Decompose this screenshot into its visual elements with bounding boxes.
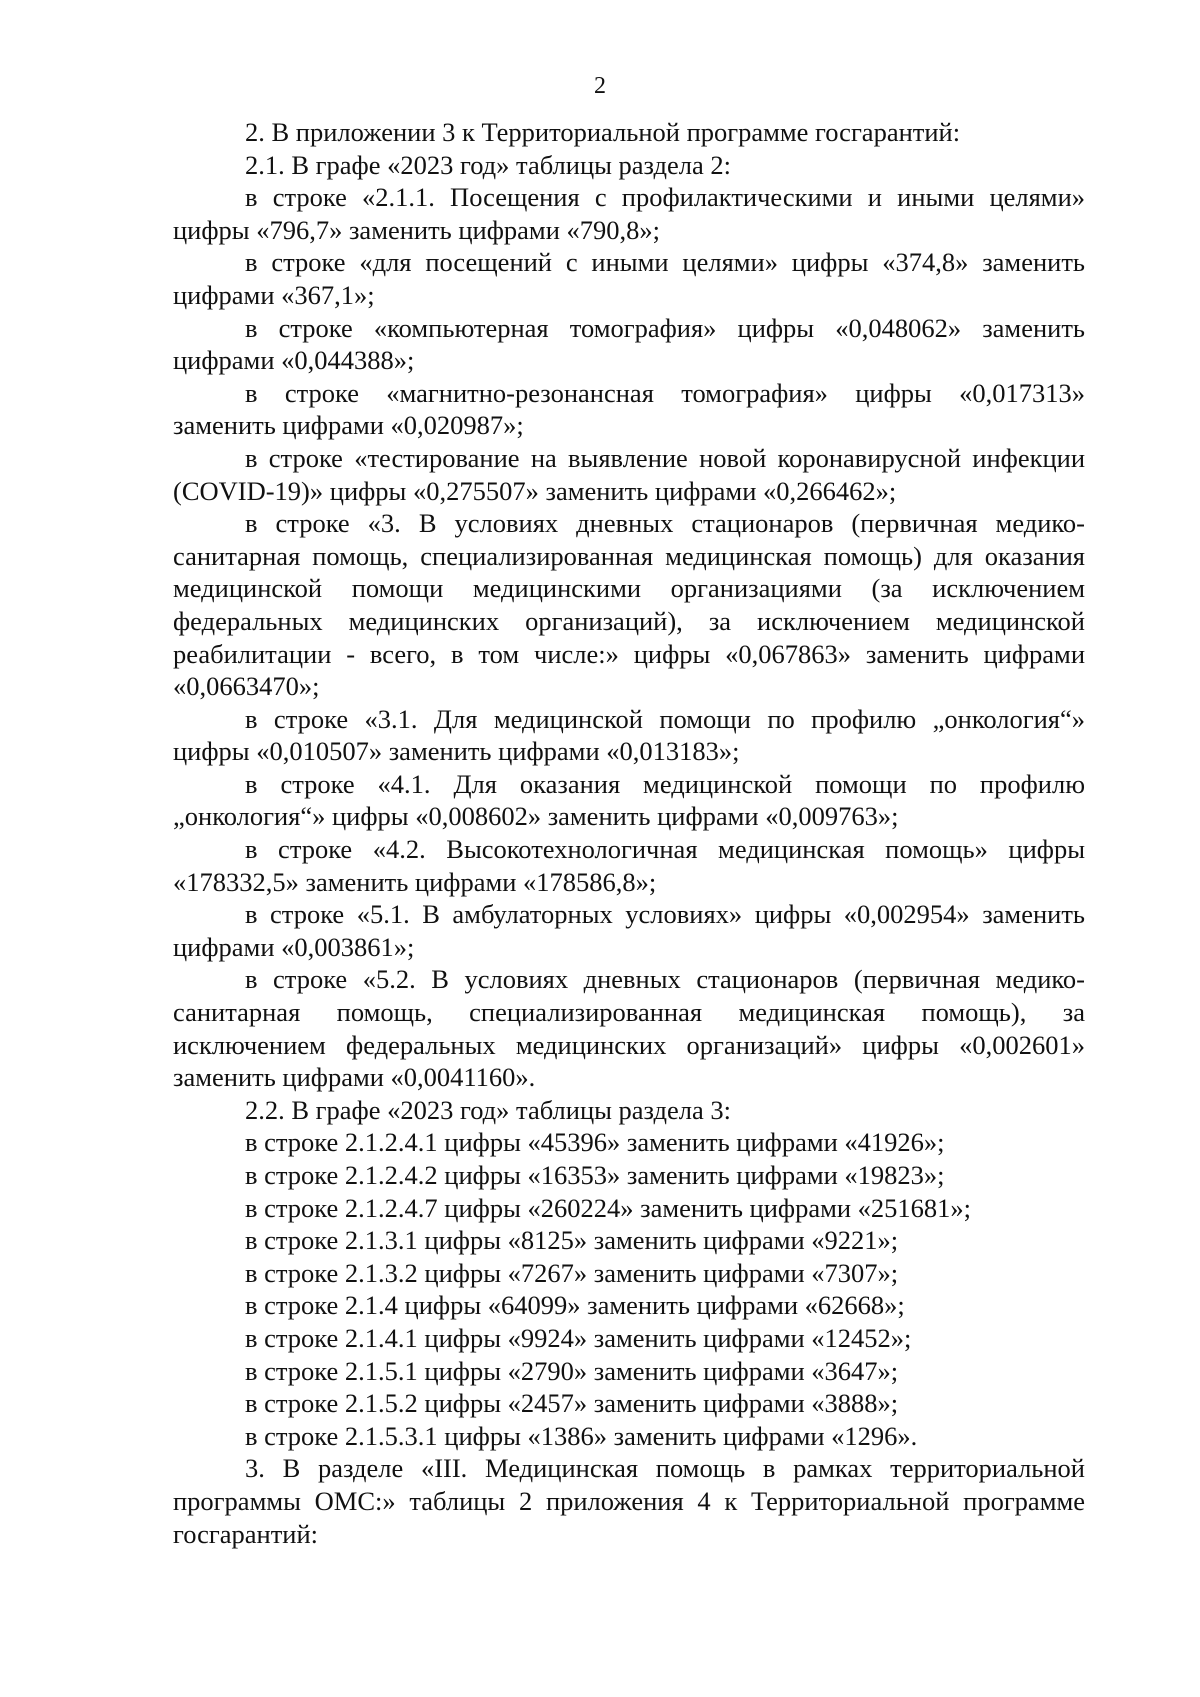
paragraph-6: в строке «магнитно-резонансная томография» цифры «0,017313» заменить цифрами «0,020987»; <box>173 377 1085 441</box>
paragraph-15: в строке 2.1.2.4.1 цифры «45396» заменить цифрами «41926»; <box>245 1127 945 1158</box>
paragraph-7: в строке «тестирование на выявление новой коронавирусной инфекции (COVID-19)» цифры «0,275507» заменить цифрами «0,266462»; <box>173 442 1085 506</box>
paragraph-11: в строке «4.2. Высокотехнологичная медицинская помощь» цифры «178332,5» заменить цифрами «178586,8»; <box>173 834 1085 897</box>
paragraph-5: в строке «компьютерная томография» цифры «0,048062» заменить цифрами «0,044388»; <box>173 312 1085 376</box>
paragraph-19: в строке 2.1.3.2 цифры «7267» заменить цифрами «7307»; <box>245 1257 899 1288</box>
page-number: 2 <box>594 73 606 99</box>
paragraph-24: в строке 2.1.5.3.1 цифры «1386» заменить цифрами «1296». <box>245 1420 918 1451</box>
paragraph-8: в строке «3. В условиях дневных стационаров (первичная медико-санитарная помощь, специализированная медицинская помощь) для оказания медицинской помощи медицинскими организациями (за исключением федеральных медицинских организаций), за исключением медицинской реабилитации - всего, в том числе:» цифры «0,067863» заменить цифрами «0,0663470»; <box>173 508 1085 702</box>
paragraph-13: в строке «5.2. В условиях дневных стационаров (первичная медико-санитарная помощь, специализированная медицинская помощь), за исключением федеральных медицинских организаций» цифры «0,002601» заменить цифрами «0,0041160». <box>173 964 1085 1093</box>
paragraph-16: в строке 2.1.2.4.2 цифры «16353» заменить цифрами «19823»; <box>245 1160 945 1190</box>
paragraph-17: в строке 2.1.2.4.7 цифры «260224» заменить цифрами «251681»; <box>245 1192 972 1223</box>
paragraph-9: в строке «3.1. Для медицинской помощи по профилю „онкология“» цифры «0,010507» заменить цифрами «0,013183»; <box>173 703 1085 767</box>
paragraph-10: в строке «4.1. Для оказания медицинской помощи по профилю „онкология“» цифры «0,008602» заменить цифрами «0,009763»; <box>173 768 1085 832</box>
document-body <box>173 116 1085 1550</box>
paragraph-12: в строке «5.1. В амбулаторных условиях» цифры «0,002954» заменить цифрами «0,003861»; <box>173 899 1085 962</box>
paragraph-18: в строке 2.1.3.1 цифры «8125» заменить цифрами «9221»; <box>245 1225 899 1256</box>
paragraph-21: в строке 2.1.4.1 цифры «9924» заменить цифрами «12452»; <box>245 1322 912 1353</box>
paragraph-2: 2.1. В графе «2023 год» таблицы раздела 2: <box>245 149 732 180</box>
paragraph-3: в строке «2.1.1. Посещения с профилактическими и иными целями» цифры «796,7» заменить цифрами «790,8»; <box>173 182 1085 245</box>
paragraph-14: 2.2. В графе «2023 год» таблицы раздела 3: <box>245 1094 732 1125</box>
paragraph-25: 3. В разделе «III. Медицинская помощь в рамках территориальной программы ОМС:» таблицы 2 приложения 4 к Территориальной программе госгарантий: <box>173 1453 1085 1549</box>
paragraph-4: в строке «для посещений с иными целями» цифры «374,8» заменить цифрами «367,1»; <box>173 247 1085 310</box>
paragraph-1: 2. В приложении 3 к Территориальной программе госгарантий: <box>245 117 961 147</box>
paragraph-20: в строке 2.1.4 цифры «64099» заменить цифрами «62668»; <box>245 1290 905 1321</box>
paragraph-22: в строке 2.1.5.1 цифры «2790» заменить цифрами «3647»; <box>245 1355 899 1386</box>
paragraph-23: в строке 2.1.5.2 цифры «2457» заменить цифрами «3888»; <box>245 1388 899 1419</box>
